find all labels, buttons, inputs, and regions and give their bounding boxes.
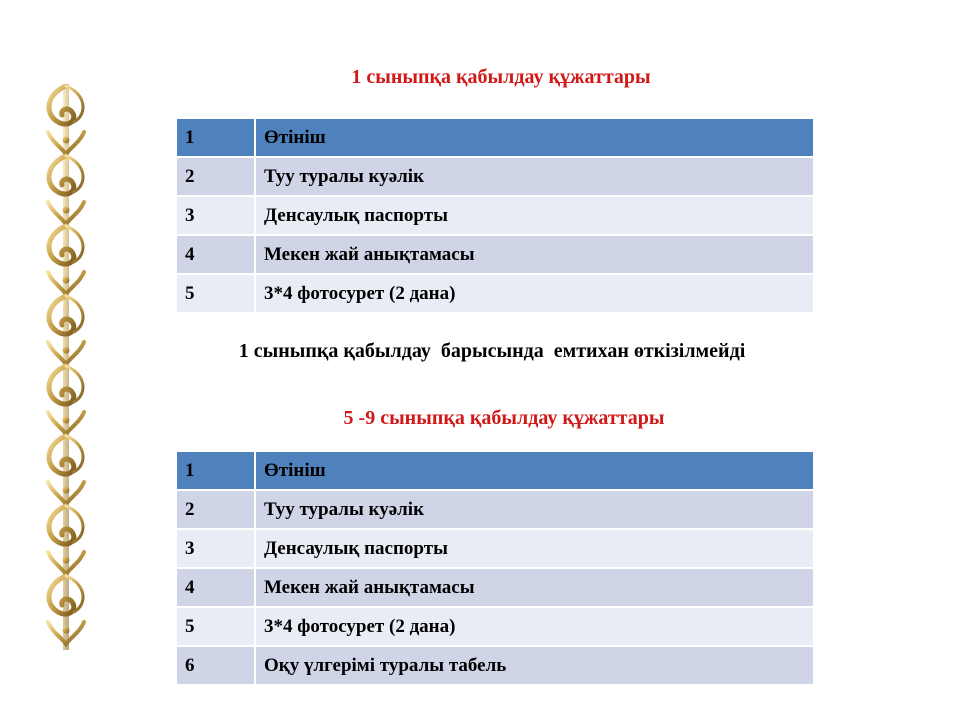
- row-number: 2: [176, 157, 255, 196]
- row-number: 1: [176, 118, 255, 157]
- row-number: 6: [176, 646, 255, 685]
- row-number: 5: [176, 274, 255, 313]
- table-row: [176, 607, 814, 646]
- row-document: 3*4 фотосурет (2 дана): [255, 607, 814, 646]
- table-row: [176, 568, 814, 607]
- section1-documents-table: [175, 117, 815, 314]
- section2-title: 5 -9 сыныпқа қабылдау құжаттары: [343, 407, 665, 429]
- row-document: Оқу үлгерімі туралы табель: [255, 646, 814, 685]
- table-row: [176, 274, 814, 313]
- row-document: Мекен жай анықтамасы: [255, 235, 814, 274]
- table-row: [176, 490, 814, 529]
- row-document: Мекен жай анықтамасы: [255, 568, 814, 607]
- row-document: Өтініш: [255, 118, 814, 157]
- row-number: 1: [176, 451, 255, 490]
- table-row: [176, 157, 814, 196]
- table-row: [176, 529, 814, 568]
- table-row: [176, 118, 814, 157]
- row-number: 3: [176, 196, 255, 235]
- row-document: Туу туралы куәлік: [255, 490, 814, 529]
- row-document: Өтініш: [255, 451, 814, 490]
- row-number: 3: [176, 529, 255, 568]
- row-number: 4: [176, 235, 255, 274]
- exam-note: 1 сыныпқа қабылдау барысында емтихан өткізілмейді: [238, 340, 746, 362]
- table-row: [176, 235, 814, 274]
- row-document: Туу туралы куәлік: [255, 157, 814, 196]
- table-row: [176, 646, 814, 685]
- section1-title: 1 сыныпқа қабылдау құжаттары: [351, 66, 651, 88]
- section2-documents-table: [175, 450, 815, 686]
- table-row: [176, 451, 814, 490]
- row-document: 3*4 фотосурет (2 дана): [255, 274, 814, 313]
- row-document: Денсаулық паспорты: [255, 529, 814, 568]
- table-row: [176, 196, 814, 235]
- row-number: 5: [176, 607, 255, 646]
- row-document: Денсаулық паспорты: [255, 196, 814, 235]
- gold-ornament-border: [38, 84, 94, 650]
- row-number: 4: [176, 568, 255, 607]
- row-number: 2: [176, 490, 255, 529]
